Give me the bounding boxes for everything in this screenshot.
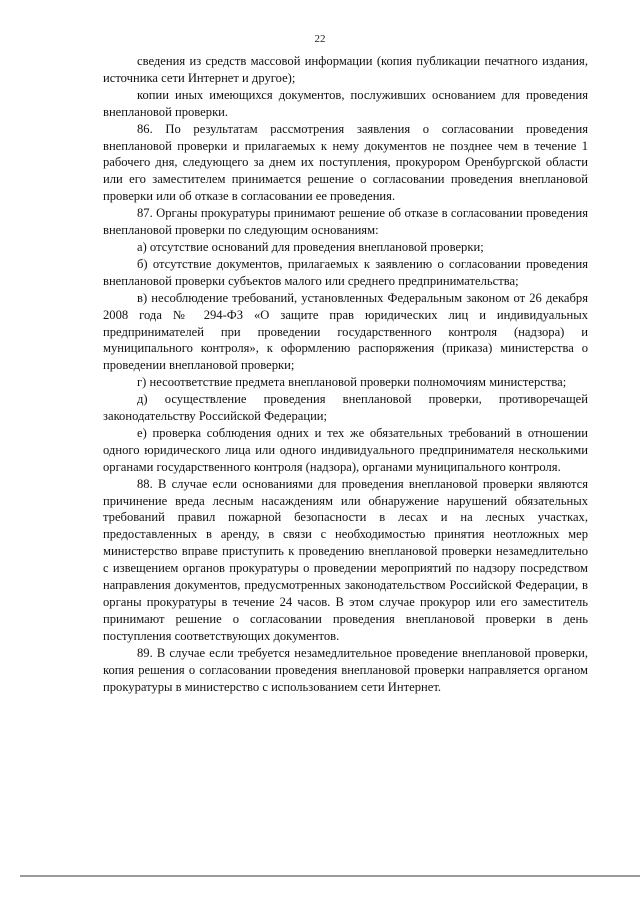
list-item-a: а) отсутствие оснований для проведения внеплановой проверки; — [137, 239, 484, 254]
paragraph-media-sources: сведения из средств массовой информации (копия публикации печатного издания, источника сети Интернет и другое); — [103, 54, 588, 85]
document-body — [103, 53, 588, 695]
paragraph-87: 87. Органы прокуратуры принимают решение об отказе в согласовании проведения внеплановой проверки по следующим основаниям: — [103, 206, 588, 238]
page-number: 22 — [314, 33, 326, 45]
list-item-g: г) несоответствие предмета внеплановой проверки полномочиям министерства; — [137, 375, 567, 390]
paragraph-other-documents: копии иных имеющихся документов, послуживших основанием для проведения внеплановой проверки. — [103, 87, 588, 119]
list-item-e: е) проверка соблюдения одних и тех же обязательных требований в отношении одного юридического лица или одного индивидуального предпринимателя несколькими органами государственного контроля (надзора), органами муниципального контроля. — [103, 425, 588, 474]
list-item-v: в) несоблюдение требований, установленных Федеральным законом от 26 декабря 2008 года № 294-ФЗ «О защите прав юридических лиц и индивидуальных предпринимателей при проведении государственного контроля (надзора) и муниципального контроля», к оформлению распоряжения (приказа) министерства о проведении внеплановой проверки; — [103, 290, 588, 373]
paragraph-88: 88. В случае если основаниями для проведения внеплановой проверки являются причинение вреда лесным насаждениям или обнаружение нарушений обязательных требований правил пожарной безопасности в лесах и на лесных участках, предоставленных в аренду, в связи с необходимостью принятия неотложных мер министерство вправе приступить к проведению внеплановой проверки незамедлительно с извещением органов прокуратуры о проведении мероприятий по надзору посредством направления документов, предусмотренных законодательством Российской Федерации, в органы прокуратуры в течение 24 часов. В этом случае прокурор или его заместитель принимают решение о согласовании проведения внеплановой проверки в день поступления соответствующих документов. — [103, 476, 588, 643]
paragraph-89: 89. В случае если требуется незамедлительное проведение внеплановой проверки, копия решения о согласовании проведения внеплановой проверки направляется органом прокуратуры в министерство с использованием сети Интернет. — [103, 645, 588, 694]
list-item-d: д) осуществление проведения внеплановой проверки, противоречащей законодательству Российской Федерации; — [103, 392, 588, 424]
paragraph-86: 86. По результатам рассмотрения заявления о согласовании проведения внеплановой проверки и прилагаемых к нему документов не позднее чем в течение 1 рабочего дня, следующего за днем их поступления, прокурором Оренбургской области или его заместителем принимается решение о согласовании проведения внеплановой проверки или об отказе в согласовании ее проведения. — [103, 121, 588, 204]
list-item-b: б) отсутствие документов, прилагаемых к заявлению о согласовании проведения внеплановой проверки субъектов малого или среднего предпринимательства; — [103, 256, 588, 288]
scan-edge-line — [20, 875, 640, 877]
